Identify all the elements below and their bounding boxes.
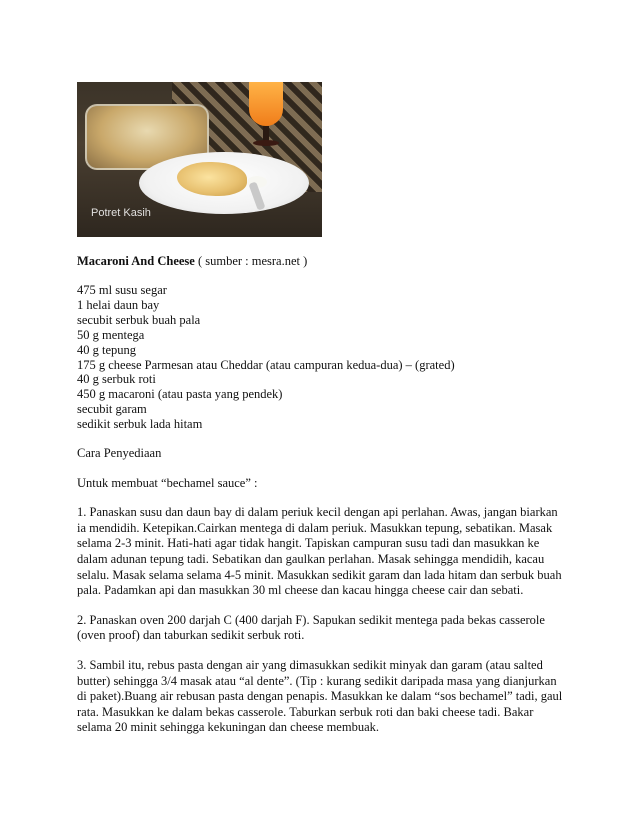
ingredient-item: 50 g mentega (77, 327, 145, 342)
document-page (77, 82, 567, 736)
step-1 (77, 505, 567, 599)
ingredient-item: 40 g serbuk roti (77, 372, 156, 387)
recipe-title (77, 253, 567, 269)
recipe-name: Macaroni And Cheese (77, 254, 195, 268)
ingredient-item: 175 g cheese Parmesan atau Cheddar (atau campuran kedua-dua) – (grated) (77, 357, 455, 372)
ingredient-item: sedikit serbuk lada hitam (77, 417, 203, 432)
step-line: dalam adunan tepung tadi. Sebatikan dan gaulkan perlahan. Masak sehingga mendidih, kacau (77, 552, 545, 567)
juice-glass (249, 82, 283, 126)
ingredient-item: 40 g tepung (77, 342, 137, 357)
ingredient-list (77, 283, 567, 432)
step-line: 1. Panaskan susu dan daun bay di dalam periuk kecil dengan api perlahan. Awas, jangan biarkan (77, 505, 558, 520)
step-line: 3. Sambil itu, rebus pasta dengan air yang dimasukkan sedikit minyak dan garam (atau salted (77, 658, 543, 672)
step-line: selalu. Masak selama selama 4-5 minit. Masukkan sedikit garam dan lada hitam dan serbuk buah (77, 567, 562, 582)
step-2 (77, 613, 567, 644)
step-line: selama 2-3 minit. Hati-hati agar tidak hangit. Tapiskan campuran susu tadi dan masukkan ke (77, 536, 540, 551)
ingredient-item: 475 ml susu segar (77, 283, 167, 297)
ingredient-item: secubit garam (77, 402, 147, 417)
photo-watermark: Potret Kasih (91, 207, 151, 219)
step-line: butter) sehingga 3/4 masak atau “al dente”. (Tip : kurang sedikit daripada masa yang dianjurkan (77, 673, 557, 688)
step-line: ia mendidih. Ketepikan.Cairkan mentega di dalam periuk. Masukkan tepung, sebatikan. Masak (77, 520, 553, 535)
step-line: di paket).Buang air rebusan pasta dengan penapis. Masukkan ke dalam “sos bechamel” tadi, gaul (77, 689, 563, 704)
step-3 (77, 658, 567, 736)
step-line: (oven proof) dan taburkan sedikit serbuk roti. (77, 628, 305, 643)
recipe-photo (77, 82, 322, 237)
step-line: selama 20 minit sehingga kekuningan dan cheese membuak. (77, 720, 379, 735)
ingredient-item: 450 g macaroni (atau pasta yang pendek) (77, 387, 283, 402)
method-heading: Cara Penyediaan (77, 446, 162, 461)
glass-base (253, 140, 279, 146)
step-line: pala. Padamkan api dan masukkan 30 ml cheese dan kacau hingga cheese cair dan sebati. (77, 583, 524, 598)
sauce-heading: Untuk membuat “bechamel sauce” : (77, 475, 258, 490)
recipe-source: ( sumber : mesra.net ) (194, 254, 308, 268)
ingredient-item: 1 helai daun bay (77, 297, 160, 312)
ingredient-item: secubit serbuk buah pala (77, 312, 201, 327)
step-line: rata. Masukkan ke dalam bekas casserole. Taburkan serbuk roti dan baki cheese tadi. Bakar (77, 704, 534, 719)
step-line: 2. Panaskan oven 200 darjah C (400 darjah F). Sapukan sedikit mentega pada bekas casserole (77, 612, 545, 627)
